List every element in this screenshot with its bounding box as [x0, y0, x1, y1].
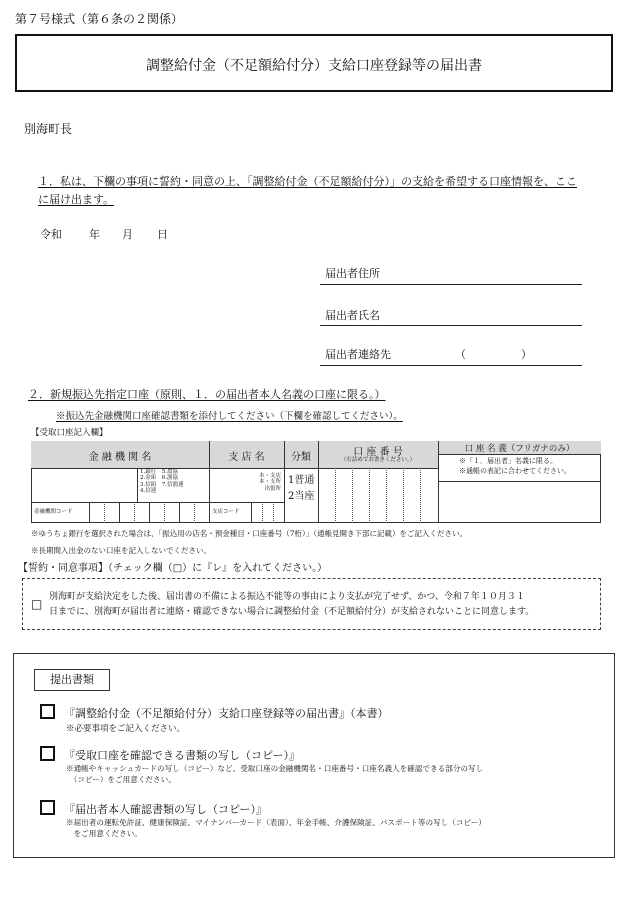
account-table	[31, 441, 601, 523]
document-notes-3: ※届出者の運転免許証、健康保険証、マイナンバーカード（表面）、年金手帳、介護保険証、パスポート等の写し（コピー） をご用意ください。	[66, 818, 486, 838]
account-table-caption: 【受取口座記入欄】	[31, 428, 108, 438]
branch-code-label: 支店コード	[212, 509, 240, 515]
documents-box	[13, 653, 615, 858]
header-number: 口 座 番 号	[353, 447, 403, 458]
date-era: 令和	[40, 228, 62, 241]
applicant-address-label: 届出者住所	[325, 267, 380, 280]
header-holder: 口 座 名 義（フリガナのみ）	[464, 444, 575, 454]
consent-text-line2: 日までに、別海町が届出者に連絡・確認できない場合に調整給付金（不足額給付分）が支給されないことに同意します。	[49, 607, 535, 617]
document-checkbox-1[interactable]	[40, 704, 55, 719]
section2-note: ※振込先金融機関口座確認書類を添付してください（下欄を確認してください）。	[56, 411, 403, 422]
form-number: 第７号様式（第６条の２関係）	[15, 12, 184, 26]
document-checkbox-2[interactable]	[40, 746, 55, 761]
branch-types: 本・支店 本・支所 出張所	[258, 473, 281, 492]
holder-notes: ※「１．届出者」名義に限る。 ※通帳の表記に合わせてください。	[459, 457, 571, 475]
table-note-dormant: ※長期間入出金のない口座を記入しないでください。	[31, 546, 211, 555]
header-bank: 金 融 機 関 名	[88, 452, 152, 463]
applicant-contact-label: 届出者連絡先	[325, 348, 391, 361]
documents-heading: 提出書類	[34, 669, 110, 691]
document-checkbox-3[interactable]	[40, 800, 55, 815]
date-day: 日	[157, 228, 168, 241]
document-title-1: 『調整給付金（不足額給付分）支給口座登録等の届出書』（本書）	[64, 707, 389, 720]
consent-text-line1: 別海町が支給決定をした後、届出書の不備による振込不能等の事由により支払が完了せず、かつ、令和７年１０月３１	[49, 592, 525, 602]
title-box	[15, 34, 613, 92]
section2-heading: ２．新規振込先指定口座（原則、１．の届出者本人名義の口座に限る。）	[28, 388, 386, 401]
applicant-name-label: 届出者氏名	[325, 309, 380, 322]
contact-parentheses: （ ）	[455, 348, 532, 361]
date-month: 月	[122, 228, 133, 241]
bank-code-label: 金融機関コード	[34, 509, 73, 515]
form-title: 調整給付金（不足額給付分）支給口座登録等の届出書	[146, 58, 482, 74]
document-title-2: 『受取口座を確認できる書類の写し（コピー）』	[64, 749, 301, 762]
table-note-yucho: ※ゆうちょ銀行を選択された場合は、「振込用の店名・預金種目・口座番号（7桁）」（通帳見開き下部に記載）をご記入ください。	[31, 529, 468, 538]
consent-box	[22, 578, 601, 630]
header-branch: 支 店 名	[228, 452, 265, 463]
section1-line1: １．私は、下欄の事項に誓約・同意の上、「調整給付金（不足額給付分）」の支給を希望する口座情報を、ここ	[38, 175, 577, 188]
consent-heading: 【誓約・同意事項】（チェック欄（□）に『レ』を入れてください。）	[18, 563, 328, 574]
address-underline	[320, 284, 582, 285]
header-number-sub: （右詰めでお書きください。）	[340, 457, 416, 463]
contact-underline	[320, 365, 582, 366]
date-year: 年	[89, 228, 100, 241]
section1-line2: に届け出ます。	[38, 193, 115, 206]
bank-types: 1.銀行 5.農協 2.金庫 6.漁協 3.信組 7.信漁連 4.信連	[140, 469, 184, 494]
name-underline	[320, 325, 582, 326]
category-options: 1普通 2当座	[288, 475, 315, 502]
consent-checkbox[interactable]: □	[31, 597, 43, 611]
document-title-3: 『届出者本人確認書類の写し（コピー）』	[64, 803, 268, 816]
header-category: 分類	[291, 452, 311, 463]
document-note-1: ※必要事項をご記入ください。	[66, 724, 186, 734]
document-notes-2: ※通帳やキャッシュカードの写し（コピー）など、受取口座の金融機関名・口座番号・口座名義人を確認できる部分の写し （コピー）をご用意ください。	[66, 764, 484, 784]
addressee: 別海町長	[24, 122, 73, 136]
